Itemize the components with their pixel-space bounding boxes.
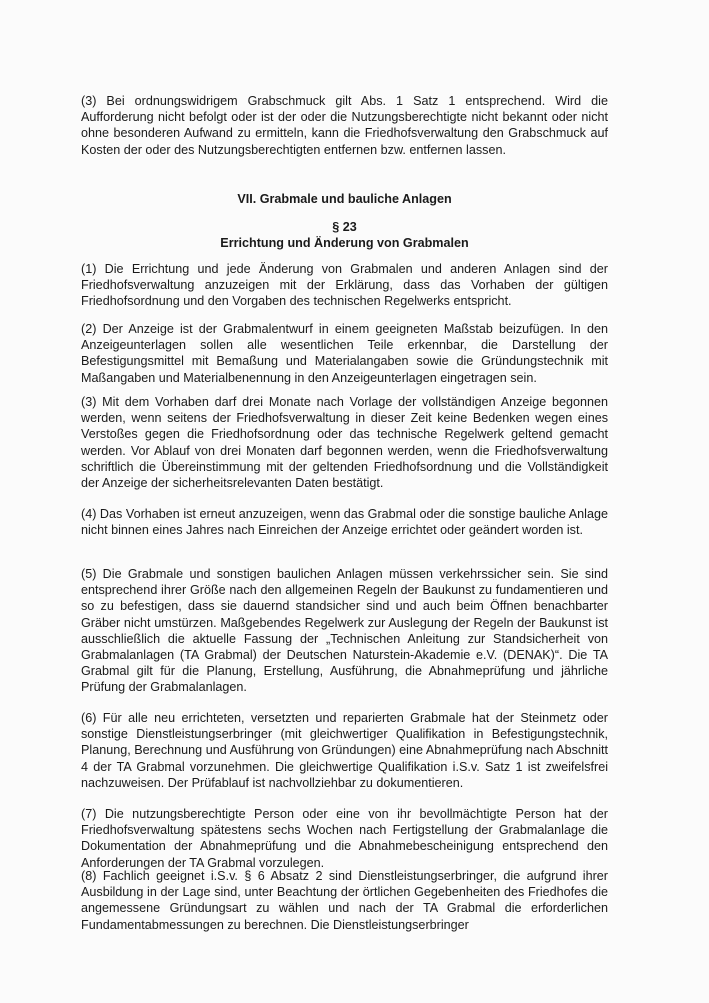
paragraph-text: (7) Die nutzungsberechtigte Person oder eine von ihr bevollmächtigte Person hat der Friedhofsverwaltung spätestens sechs Wochen nach Fertigstellung der Grabmalanlage die Dokumentation der Abnahmeprüfung und die Abnahmebescheinigung entsprechend den Anforderungen der TA Grabmal vorzulegen.: [81, 807, 608, 870]
section-heading: VII. Grabmale und bauliche Anlagen: [237, 192, 452, 206]
paragraph-text: (8) Fachlich geeignet i.S.v. § 6 Absatz 2 sind Dienstleistungserbringer, die aufgrund ihrer Ausbildung in der Lage sind, unter Beachtung der örtlichen Gegebenheiten des Friedhofes die angemessene Gründungsart zu wählen und nach der TA Grabmal die erforderlichen Fundamentabmessungen zu berechnen. Die Dienstleistungserbringer: [81, 869, 608, 932]
paragraph-4: [81, 506, 608, 538]
paragraph-text: (6) Für alle neu errichteten, versetzten und reparierten Grabmale hat der Steinmetz oder sonstige Dienstleistungserbringer (mit gleichwertiger Qualifikation in Befestigungstechnik, Planung, Berechnung und Ausführung von Gründungen) eine Abnahmeprüfung nach Abschnitt 4 der TA Grabmal vorzunehmen. Die gleichwertige Qualifikation i.S.v. Satz 1 ist zweifelsfrei nachzuweisen. Der Prüfablauf ist nachvollziehbar zu dokumentieren.: [81, 711, 608, 790]
paragraph-text: (4) Das Vorhaben ist erneut anzuzeigen, wenn das Grabmal oder die sonstige bauliche Anlage nicht binnen eines Jahres nach Einreichen der Anzeige errichtet oder geändert worden ist.: [81, 507, 608, 538]
paragraph-text: (5) Die Grabmale und sonstigen baulichen Anlagen müssen verkehrssicher sein. Sie sind entsprechend ihrer Größe nach den allgemeinen Regeln der Baukunst zu fundamentieren und so zu befestigen, dass sie dauernd standsicher sind und auch beim Öffnen benachbarter Gräber nicht umstürzen. Maßgebendes Regelwerk zur Auslegung der Regeln der Baukunst ist ausschließlich die aktuelle Fassung der „Technischen Anleitung zur Standsicherheit von Grabmalanlagen (TA Grabmal) der Deutschen Naturstein-Akademie e.V. (DENAK)“. Die TA Grabmal gilt für die Planung, Erstellung, Ausführung, die Abnahmeprüfung und jährliche Prüfung der Grabmalanlagen.: [81, 567, 608, 695]
paragraph-2: [81, 321, 608, 386]
paragraph-text: (2) Der Anzeige ist der Grabmalentwurf in einem geeigneten Maßstab beizufügen. In den Anzeigeunterlagen sollen alle wesentlichen Teile erkennbar, die Darstellung der Befestigungsmittel mit Bemaßung und Materialangaben sowie die Gründungstechnik mit Maßangaben und Materialbenennung in den Anzeigeunterlagen eingetragen sein.: [81, 322, 608, 385]
paragraph-number: § 23: [332, 220, 357, 234]
paragraph-5: [81, 566, 608, 696]
paragraph-1: [81, 261, 608, 310]
paragraph-8: [81, 868, 608, 933]
paragraph-text: (3) Mit dem Vorhaben darf drei Monate nach Vorlage der vollständigen Anzeige begonnen werden, wenn seitens der Friedhofsverwaltung in dieser Zeit keine Bedenken wegen eines Verstoßes gegen die Friedhofsordnung oder das technische Regelwerk geltend gemacht werden. Vor Ablauf von drei Monaten darf begonnen werden, wenn die Friedhofsverwaltung schriftlich die Übereinstimmung mit der geltenden Friedhofsordnung und die Vollständigkeit der Anzeige der sicherheitsrelevanten Daten bestätigt.: [81, 395, 608, 491]
paragraph-3: [81, 394, 608, 491]
paragraph-text: (3) Bei ordnungswidrigem Grabschmuck gilt Abs. 1 Satz 1 entsprechend. Wird die Aufforderung nicht befolgt oder ist der oder die Nutzungsberechtigte nicht bekannt oder nicht ohne besonderen Aufwand zu ermitteln, kann die Friedhofsverwaltung den Grabschmuck auf Kosten der oder des Nutzungsberechtigten entfernen bzw. entfernen lassen.: [81, 94, 608, 157]
paragraph-6: [81, 710, 608, 791]
paragraph-7: [81, 806, 608, 871]
paragraph-grabschmuck-3: [81, 93, 608, 158]
paragraph-text: (1) Die Errichtung und jede Änderung von Grabmalen und anderen Anlagen sind der Friedhofsverwaltung anzuzeigen mit der Erklärung, dass das Vorhaben der gültigen Friedhofsordnung und den Vorgaben des technischen Regelwerks entspricht.: [81, 262, 608, 309]
paragraph-title: Errichtung und Änderung von Grabmalen: [220, 236, 469, 250]
